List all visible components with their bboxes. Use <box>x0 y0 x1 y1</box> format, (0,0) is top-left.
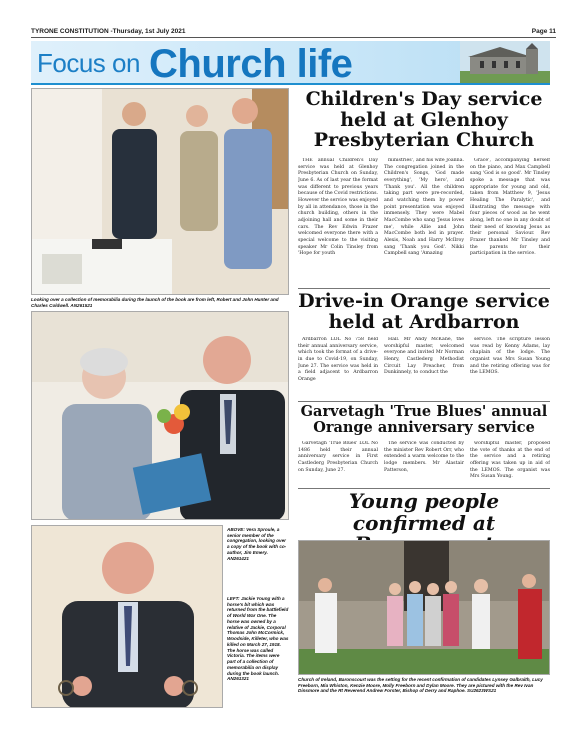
photo-confirmation <box>298 540 550 675</box>
section-banner <box>31 41 550 85</box>
page-number: Page 11 <box>531 28 556 35</box>
article-ardbarron-col2: Hall. Mr Andy McKane, the worshipful master, welcomed everyone and invited Mr Norman Henry, Castlederg Methodist Circuit Lay Preacher, from Dunkinnely, to conduct the <box>384 337 464 376</box>
article-garvetagh-col2: The service was conducted by the minister Rev Robert Orr, who extended a warm welcome to the lodge members. Mr Alastair Patterson, <box>384 441 464 473</box>
photo-jackie-young-image <box>32 526 223 708</box>
article-ardbarron-col1: Ardbarron LOL No 758 held their annual anniversary service, which took the format of a drive-in due to Covid-19, on Sunday, June 27. The service was held in a field adjacent to Ardbarron Orange <box>298 337 378 383</box>
article-glenhoy-col2: ministries', and his wife Joanna. The congregation joined in the Children's Songs, 'God made everything', 'My hero', and 'Thank you'. All the children taking part were pre-recorded, and watching them by power point presentation was enjoyed immensely. They were Mabel MacCombe who sang 'Jesus loves me', while Allie and John MacCombe both led in prayer. Alexis, Noah and Harry McIlroy sang 'Thank you God'. Nikki Campbell sang 'Amazing <box>384 158 464 257</box>
paper-date: TYRONE CONSTITUTION -Thursday, 1st July 2021 <box>31 28 186 35</box>
caption-book-launch: Looking over a collection of memorabilia during the launch of the book are from left, Robert and John Hunter and Charles Coldwell. AN261521 <box>31 297 279 308</box>
page-header <box>31 26 556 38</box>
headline-baronscourt: Young people confirmed at <box>348 489 500 535</box>
article-glenhoy-body <box>298 158 550 286</box>
headline-glenhoy: Children's Day service held at Glenhoy Presbyterian Church <box>305 88 543 152</box>
photo-book-launch <box>31 88 289 295</box>
divider-2 <box>298 401 550 402</box>
article-ardbarron-col3: service. The scripture lesson was read by Kenny Adams, lay chaplain of the lodge. The organist was Mrs Susan Young and the retiring offering was for the LEMOS. <box>470 337 550 376</box>
headline-ardbarron: Drive-in Orange service held at Ardbarron <box>298 290 550 333</box>
church-icon <box>460 41 550 85</box>
divider-1 <box>298 288 550 289</box>
article-glenhoy-col3: Grace', accompanying herself on the piano, and Max Campbell sang 'God is so good'. Mr Tinsley spoke a message that was appropriate for young and old, taken from Matthew 9, 'Jesus Healing The Paralytic', and illustrating the message with four pieces of wood as he went along, left no one in any doubt of their need of knowing Jesus as their personal Saviour. Rev Frazer thanked Mr Tinsley and the parents for their participation in the service. <box>470 158 550 257</box>
article-garvetagh-body <box>298 441 550 486</box>
article-garvetagh-col3: worshipful master, proposed the vote of thanks at the end of the service and a retiring offering was taken up in aid of the LEMOS. The organist was Mrs Susan Young. <box>470 441 550 480</box>
photo-jackie-young <box>31 525 223 708</box>
banner-prefix: Focus on <box>37 48 140 78</box>
photo-vera-jim <box>31 311 289 520</box>
banner-title: Church life <box>149 42 353 85</box>
article-ardbarron-body <box>298 337 550 399</box>
photo-vera-jim-image <box>32 312 289 520</box>
article-garvetagh-col1: Garvetagh 'True Blues' LOL No 1486 held their annual anniversary service in First Castlederg Presbyterian Church on Sunday, June 27. <box>298 441 378 473</box>
photo-confirmation-image <box>299 541 550 675</box>
caption-jackie-young: LEFT: Jackie Young with a horse's bit which was returned from the battlefield of World War One. The horse was owned by a relative of Jackie, Corporal Thomas John McCormick, Woodside, Killeter, who was killed on March 27, 1918. The horse was called Victoria. The items were part of a collection of memorabilia on display during the book launch. AN261321 <box>227 596 289 682</box>
headline-garvetagh: Garvetagh 'True Blues' annual Orange anniversary service <box>300 403 548 436</box>
photo-book-launch-image <box>32 89 289 295</box>
caption-vera-jim: ABOVE: Vera Sproule, a senior member of the congregation, looking over a copy of the book with co-author, Jim Emery. AN261421 <box>227 527 287 561</box>
article-glenhoy-col1: THE annual Children's Day service was held at Glenhoy Presbyterian Church on Sunday, June 6. As of last year the format was different to previous years because of the Covid restrictions. However the service was enjoyed by all in attendance, those in the church building, others in the adjoining hall and some in their cars. The Rev Edwin Frazer welcomed everyone there with a special welcome to the visiting speaker Mr Colin Tinsley from 'Hope for youth <box>298 158 378 257</box>
caption-confirmation: Church of Ireland, Baronscourt was the setting for the recent confirmation of candidates Lynsey Galbraith, Lucy Freeborn, Mia Whiston, Kenzie Moore, Molly Freeborn and Dylan Moore. They are pictured with the Rev Ivan Dinsmore and the Rt Reverend Andrew Forster, Bishop of Derry and Raphoe. SU2623WS21 <box>298 677 543 694</box>
